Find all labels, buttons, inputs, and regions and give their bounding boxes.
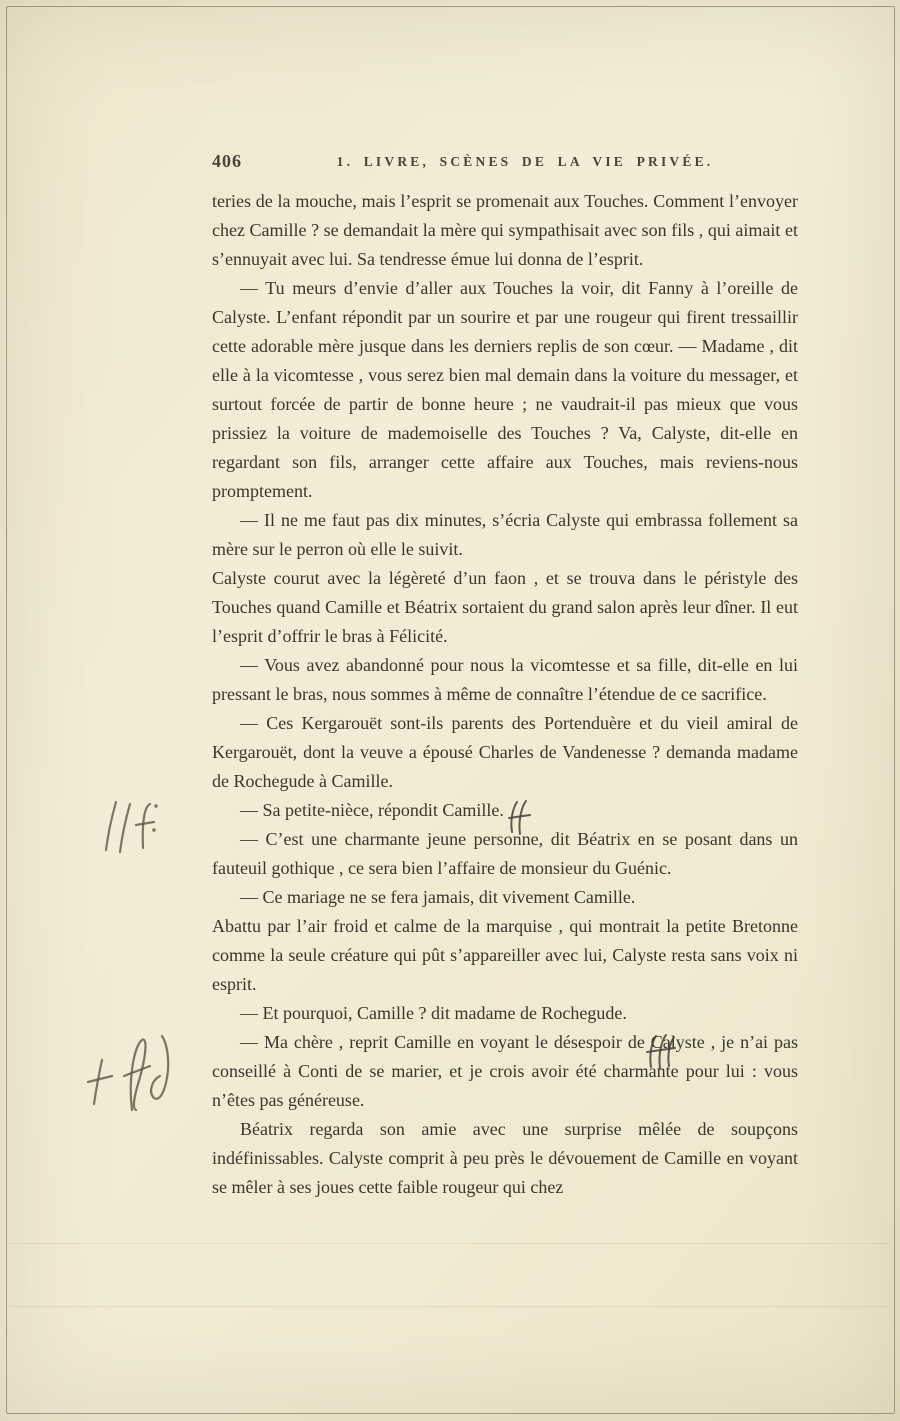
paragraph-3: — Il ne me faut pas dix minutes, s’écria Calyste qui embrassa follement sa mère sur le perron où elle le suivit. [212,510,798,559]
paragraph-8: — C’est une charmante jeune personne, dit Béatrix en se posant dans un fauteuil gothique , ce sera bien l’affaire de monsieur du Guénic. [212,829,798,878]
paragraph-5: — Vous avez abandonné pour nous la vicomtesse et sa fille, dit-elle en lui pressant le bras, nous sommes à même de connaître l’étendue de ce sacrifice. [212,655,798,704]
running-title: 1. LIVRE, SCÈNES DE LA VIE PRIVÉE. [336,154,714,169]
paper-crease [10,1306,890,1307]
pencil-margin-mark-upper [98,792,168,862]
paragraph-7: — Sa petite-nièce, répondit Camille. [240,800,504,820]
page-header [212,150,798,174]
paper-crease [10,1243,890,1244]
page-number: 406 [212,151,242,171]
paragraph-13: Béatrix regarda son amie avec une surprise mêlée de soupçons indéfinissables. Calyste comprit à peu près le dévouement de Camille en voyant se mêler à ses joues cette faible rougeur qui chez [212,1119,798,1197]
pencil-inline-correction-lower [644,1034,678,1070]
paragraph-11: — Et pourquoi, Camille ? dit madame de Rochegude. [240,1003,627,1023]
pencil-inline-correction-upper [506,800,536,836]
page-text [212,187,798,1202]
paragraph-10: Abattu par l’air froid et calme de la marquise , qui montrait la petite Bretonne comme la seule créature qui pût s’appareiller avec lui, Calyste resta sans voix ni esprit. [212,916,798,994]
pencil-margin-mark-lower [86,1032,178,1118]
paragraph-4: Calyste courut avec la légèreté d’un faon , et se trouva dans le péristyle des Touches quand Camille et Béatrix sortaient du grand salon après leur dîner. Il eut l’esprit d’offrir le bras à Félicité. [212,568,798,646]
paragraph-12: — Ma chère , reprit Camille en voyant le désespoir de Calyste , je n’ai pas conseillé à Conti de se marier, et je crois avoir été charmante pour lui : vous n’êtes pas généreuse. [212,1032,798,1110]
paragraph-1: teries de la mouche, mais l’esprit se promenait aux Touches. Comment l’envoyer chez Camille ? se demandait la mère qui sympathisait avec son fils , qui aimait et s’ennuyait avec lui. Sa tendresse émue lui donna de l’esprit. [212,191,798,269]
paragraph-9: — Ce mariage ne se fera jamais, dit vivement Camille. [240,887,636,907]
paragraph-2: — Tu meurs d’envie d’aller aux Touches la voir, dit Fanny à l’oreille de Calyste. L’enfant répondit par un sourire et par une rougeur qui firent tressaillir cette adorable mère jusque dans les derniers replis de son cœur. — Madame , dit elle à la vicomtesse , vous serez bien mal demain dans la voiture du messager, et surtout forcée de partir de bonne heure ; ne vaudrait-il pas mieux que vous prissiez la voiture de mademoiselle des Touches ? Va, Calyste, dit-elle en regardant son fils, arranger cette affaire aux Touches, mais reviens-nous promptement. [212,278,798,501]
paragraph-6: — Ces Kergarouët sont-ils parents des Portenduère et du vieil amiral de Kergarouët, dont la veuve a épousé Charles de Vandenesse ? demanda madame de Rochegude à Camille. [212,713,798,791]
